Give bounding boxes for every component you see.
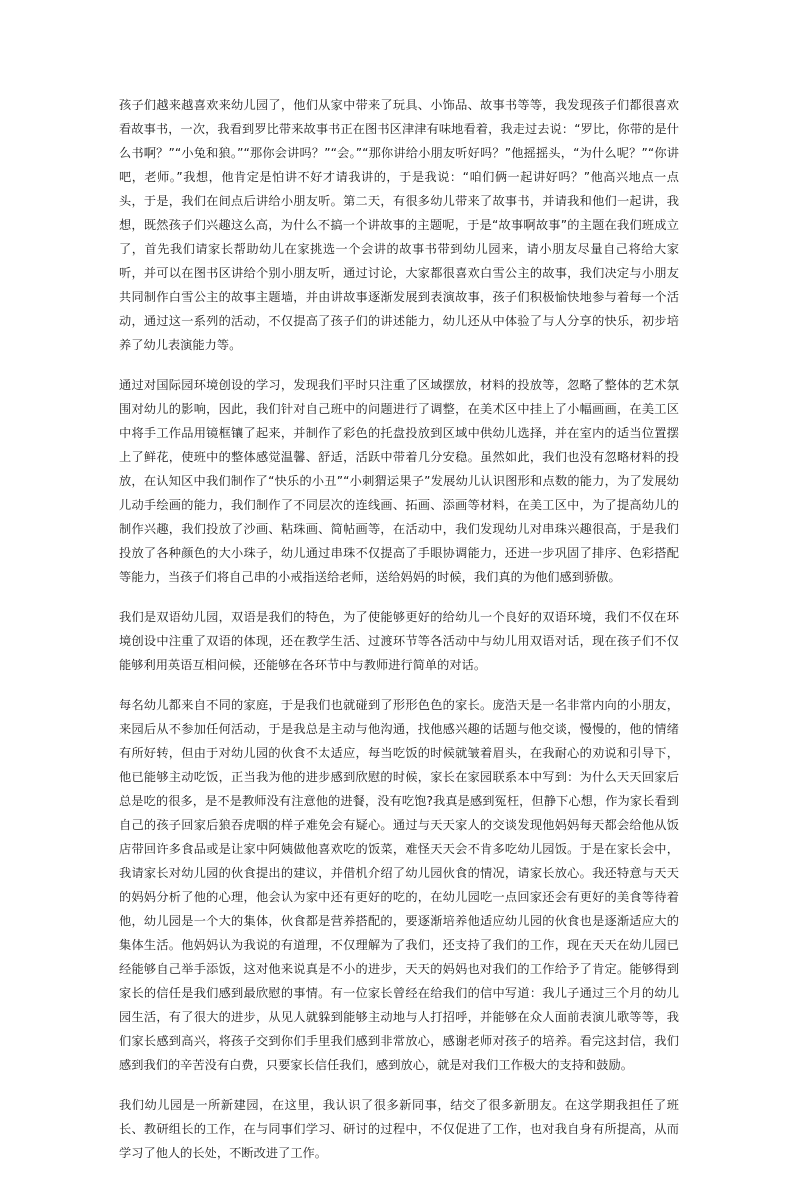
paragraph-story-theme: 孩子们越来越喜欢来幼儿园了，他们从家中带来了玩具、小饰品、故事书等等，我发现孩子们都很喜欢看故事书，一次，我看到罗比带来故事书正在图书区津津有味地看着，我走过去说：“罗比，你带的是什么书啊？”“小兔和狼。”“那你会讲吗？”“会。”“那你讲给小朋友听好吗？”他摇摇头，“为什么呢？”“你讲吧，老师。”我想，他肯定是怕讲不好才请我讲的，于是我说：“咱们俩一起讲好吗？”他高兴地点一点头，于是，我们在间点后讲给小朋友听。第二天，有很多幼儿带来了故事书，并请我和他们一起讲，我想，既然孩子们兴趣这么高，为什么不搞一个讲故事的主题呢，于是“故事啊故事”的主题在我们班成立了，首先我们请家长帮助幼儿在家挑选一个会讲的故事书带到幼儿园来，请小朋友尽量自己将给大家听，并可以在图书区讲给个别小朋友听，通过讨论，大家都很喜欢白雪公主的故事，我们决定与小朋友共同制作白雪公主的故事主题墙，并由讲故事逐渐发展到表演故事，孩子们积极愉快地参与着每一个活动，通过这一系列的活动，不仅提高了孩子们的讲述能力，幼儿还从中体验了与人分享的快乐，初步培养了幼儿表演能力等。 xyxy=(119,98,679,352)
paragraph-parents: 每名幼儿都来自不同的家庭，于是我们也就碰到了形形色色的家长。庞浩天是一名非常内向的小朋友，来园后从不参加任何活动，于是我总是主动与他沟通，找他感兴趣的话题与他交谈，慢慢的，他的情绪有所好转，但由于对幼儿园的伙食不太适应，每当吃饭的时候就皱着眉头，在我耐心的劝说和引导下，他已能够主动吃饭，正当我为他的进步感到欣慰的时候，家长在家园联系本中写到：为什么天天回家后总是吃的很多，是不是教师没有注意他的进餐，没有吃饱?我真是感到冤枉，但静下心想，作为家长看到自己的孩子回家后狼吞虎咽的样子难免会有疑心。通过与天天家人的交谈发现他妈妈每天都会给他从饭店带回许多食品或是让家中阿姨做他喜欢吃的饭菜，难怪天天会不肯多吃幼儿园饭。于是在家长会中，我请家长对幼儿园的伙食提出的建议，并借机介绍了幼儿园伙食的情况，请家长放心。我还特意与天天的妈妈分析了他的心理，他会认为家中还有更好的吃的，在幼儿园吃一点回家还会有更好的美食等待着他，幼儿园是一个大的集体，伙食都是营养搭配的，要逐渐培养他适应幼儿园的伙食也是逐渐适应大的集体生活。他妈妈认为我说的有道理，不仅理解为了我们，还支持了我们的工作，现在天天在幼儿园已经能够自己举手添饭，这对他来说真是不小的进步，天天的妈妈也对我们的工作给予了肯定。能够得到家长的信任是我们感到最欣慰的事情。有一位家长曾经在给我们的信中写道：我儿子通过三个月的幼儿园生活，有了很大的进步，从见人就躲到能够主动地与人打招呼，并能够在众人面前表演儿歌等等，我们家长感到高兴，将孩子交到你们手里我们感到非常放心，感谢老师对孩子的培养。看完这封信，我们感到我们的辛苦没有白费，只要家长信任我们，感到放心，就是对我们工作极大的支持和鼓励。 xyxy=(119,698,679,1072)
paragraph-new-kindergarten: 我们幼儿园是一所新建园，在这里，我认识了很多新同事，结交了很多新朋友。在这学期我担任了班长、教研组长的工作，在与同事们学习、研讨的过程中，不仅促进了工作，也对我自身有所提高，从而学习了他人的长处，不断改进了工作。 xyxy=(119,1098,679,1160)
document-body xyxy=(119,93,679,1181)
paragraph-environment: 通过对国际园环境创设的学习，发现我们平时只注重了区域摆放，材料的投放等，忽略了整体的艺术氛围对幼儿的影响，因此，我们针对自己班中的问题进行了调整，在美术区中挂上了小幅画画，在美工区中将手工作品用镜框镶了起来，并制作了彩色的托盘投放到区域中供幼儿选择，并在室内的适当位置摆上了鲜花，使班中的整体感觉温馨、舒适，活跃中带着几分安稳。虽然如此，我们也没有忽略材料的投放，在认知区中我们制作了“快乐的小丑”“小刺猬运果子”发展幼儿认识图形和点数的能力，为了发展幼儿动手绘画的能力，我们制作了不同层次的连线画、拓画、添画等材料，在美工区中，为了提高幼儿的制作兴趣，我们投放了沙画、粘珠画、简帖画等，在活动中，我们发现幼儿对串珠兴趣很高，于是我们投放了各种颜色的大小珠子，幼儿通过串珠不仅提高了手眼协调能力，还进一步巩固了排序、色彩搭配等能力，当孩子们将自己串的小戒指送给老师，送给妈妈的时候，我们真的为他们感到骄傲。 xyxy=(119,378,679,584)
paragraph-bilingual: 我们是双语幼儿园，双语是我们的特色，为了使能够更好的给幼儿一个良好的双语环境，我们不仅在环境创设中注重了双语的体现，还在教学生活、过渡环节等各活动中与幼儿用双语对话，现在孩子们不仅能够利用英语互相问候，还能够在各环节中与教师进行简单的对话。 xyxy=(119,610,679,672)
